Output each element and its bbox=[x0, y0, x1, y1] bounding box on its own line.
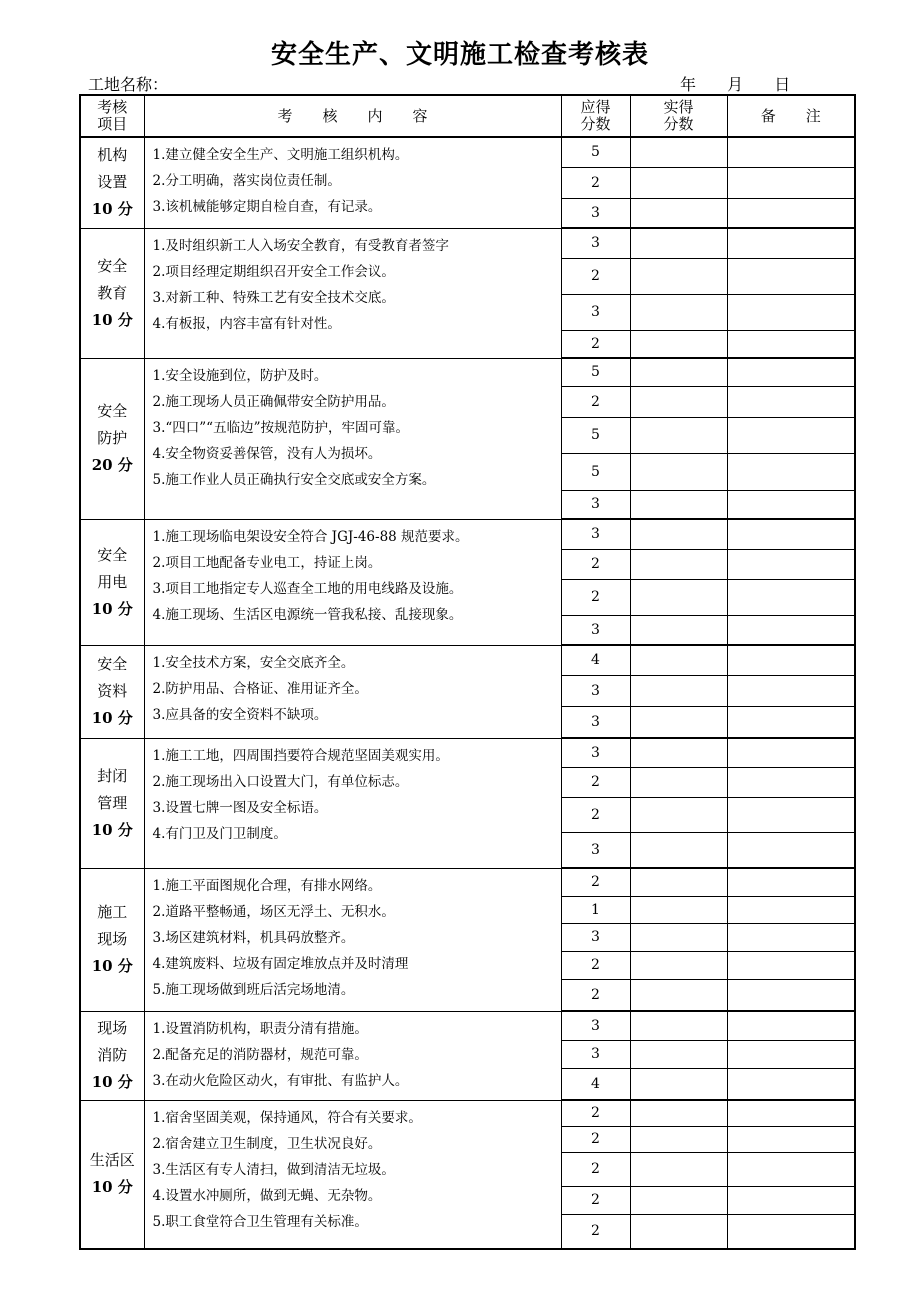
score-due-cell: 3 bbox=[561, 490, 630, 519]
score-actual-cell[interactable] bbox=[630, 417, 727, 453]
content-item: 3.在动火危险区动火，有审批、有监护人。 bbox=[152, 1072, 409, 1089]
header-item bbox=[80, 95, 144, 137]
content-item: 3.生活区有专人清扫，做到清洁无垃圾。 bbox=[152, 1161, 395, 1178]
remark-cell[interactable] bbox=[727, 1011, 855, 1040]
table-row bbox=[80, 358, 855, 386]
category-name: 教育 bbox=[97, 283, 128, 302]
content-item: 4.安全物资妥善保管，没有人为损坏。 bbox=[152, 445, 382, 462]
remark-cell[interactable] bbox=[727, 358, 855, 386]
remark-cell[interactable] bbox=[727, 896, 855, 923]
score-actual-cell[interactable] bbox=[630, 868, 727, 896]
content-item: 3.应具备的安全资料不缺项。 bbox=[152, 706, 328, 723]
remark-cell[interactable] bbox=[727, 767, 855, 797]
score-due-cell: 2 bbox=[561, 1100, 630, 1126]
score-actual-cell[interactable] bbox=[630, 258, 727, 294]
score-actual-cell[interactable] bbox=[630, 1068, 727, 1100]
content-item: 3.对新工种、特殊工艺有安全技术交底。 bbox=[152, 289, 395, 306]
inspection-table bbox=[79, 94, 856, 1250]
category-points: 10 分 bbox=[91, 709, 133, 727]
score-actual-cell[interactable] bbox=[630, 615, 727, 645]
remark-cell[interactable] bbox=[727, 868, 855, 896]
table-row bbox=[80, 738, 855, 767]
score-due-cell: 2 bbox=[561, 979, 630, 1011]
score-due-cell: 2 bbox=[561, 386, 630, 417]
date-month-label: 月 bbox=[727, 75, 744, 94]
remark-cell[interactable] bbox=[727, 1214, 855, 1249]
category-name: 安全 bbox=[97, 402, 128, 420]
category-points: 10 分 bbox=[91, 599, 133, 618]
content-item: 2.项目工地配备专业电工，持证上岗。 bbox=[152, 554, 382, 571]
score-actual-cell[interactable] bbox=[630, 358, 727, 386]
content-cell bbox=[144, 137, 561, 228]
content-cell bbox=[144, 1011, 561, 1100]
remark-cell[interactable] bbox=[727, 549, 855, 579]
content-item: 2.分工明确，落实岗位责任制。 bbox=[152, 173, 341, 189]
score-due-cell: 2 bbox=[561, 1214, 630, 1249]
remark-cell[interactable] bbox=[727, 675, 855, 706]
category-name: 安全 bbox=[97, 256, 128, 275]
score-actual-cell[interactable] bbox=[630, 1011, 727, 1040]
score-actual-cell[interactable] bbox=[630, 767, 727, 797]
category-cell bbox=[80, 1011, 144, 1100]
score-due-cell: 2 bbox=[561, 767, 630, 797]
content-item: 3.项目工地指定专人巡查全工地的用电线路及设施。 bbox=[152, 580, 463, 597]
score-actual-cell[interactable] bbox=[630, 979, 727, 1011]
remark-cell[interactable] bbox=[727, 519, 855, 549]
category-name: 机构 bbox=[97, 146, 128, 165]
content-cell bbox=[144, 738, 561, 868]
content-item: 5.施工现场做到班后活完场地清。 bbox=[152, 981, 355, 998]
header-item-line: 考核 bbox=[97, 98, 128, 116]
score-due-cell: 3 bbox=[561, 1040, 630, 1068]
category-points: 10 分 bbox=[91, 957, 133, 975]
header-score-due bbox=[561, 95, 630, 137]
score-actual-cell[interactable] bbox=[630, 951, 727, 979]
content-item: 1.设置消防机构，职责分清有措施。 bbox=[152, 1020, 368, 1037]
category-cell bbox=[80, 358, 144, 519]
score-actual-cell[interactable] bbox=[630, 519, 727, 549]
remark-cell[interactable] bbox=[727, 1186, 855, 1214]
category-name: 消防 bbox=[97, 1046, 128, 1064]
score-actual-cell[interactable] bbox=[630, 386, 727, 417]
score-actual-cell[interactable] bbox=[630, 198, 727, 228]
content-item: 3.该机械能够定期自检自查，有记录。 bbox=[152, 199, 382, 215]
table-row bbox=[80, 868, 855, 896]
score-due-cell: 3 bbox=[561, 832, 630, 868]
score-actual-cell[interactable] bbox=[630, 1040, 727, 1068]
score-actual-cell[interactable] bbox=[630, 549, 727, 579]
content-item: 1.施工平面图规化合理，有排水网络。 bbox=[152, 877, 382, 894]
content-item: 3.场区建筑材料，机具码放整齐。 bbox=[152, 929, 355, 946]
category-points: 10 分 bbox=[91, 310, 133, 329]
remark-cell[interactable] bbox=[727, 198, 855, 228]
remark-cell[interactable] bbox=[727, 645, 855, 675]
score-actual-cell[interactable] bbox=[630, 675, 727, 706]
remark-cell[interactable] bbox=[727, 706, 855, 738]
header-item-line: 项目 bbox=[97, 115, 128, 133]
score-due-cell: 2 bbox=[561, 797, 630, 832]
site-name-label: 工地名称： bbox=[88, 75, 169, 94]
remark-cell[interactable] bbox=[727, 1152, 855, 1186]
score-due-cell: 3 bbox=[561, 519, 630, 549]
content-item: 1.建立健全安全生产、文明施工组织机构。 bbox=[152, 147, 409, 163]
score-due-cell: 2 bbox=[561, 951, 630, 979]
score-due-cell: 3 bbox=[561, 1011, 630, 1040]
category-name: 用电 bbox=[97, 572, 128, 591]
header-remark: 备 注 bbox=[727, 95, 855, 137]
content-item: 4.施工现场、生活区电源统一管我私接、乱接现象。 bbox=[152, 606, 463, 623]
content-item: 1.安全技术方案，安全交底齐全。 bbox=[152, 654, 355, 671]
category-points: 10 分 bbox=[91, 200, 133, 219]
category-name: 管理 bbox=[97, 793, 128, 812]
category-points: 10 分 bbox=[91, 820, 133, 839]
category-name: 安全 bbox=[97, 655, 128, 673]
score-due-cell: 2 bbox=[561, 868, 630, 896]
category-name: 设置 bbox=[97, 173, 128, 192]
content-item: 1.施工工地，四周围挡要符合规范坚固美观实用。 bbox=[152, 747, 449, 764]
header-content: 考 核 内 容 bbox=[144, 95, 561, 137]
category-cell bbox=[80, 1100, 144, 1249]
score-actual-cell[interactable] bbox=[630, 923, 727, 951]
score-actual-cell[interactable] bbox=[630, 579, 727, 615]
score-due-cell: 5 bbox=[561, 453, 630, 490]
remark-cell[interactable] bbox=[727, 453, 855, 490]
score-actual-cell[interactable] bbox=[630, 896, 727, 923]
category-cell bbox=[80, 519, 144, 645]
category-name: 安全 bbox=[97, 545, 128, 564]
content-item: 5.施工作业人员正确执行安全交底或安全方案。 bbox=[152, 471, 436, 488]
remark-cell[interactable] bbox=[727, 615, 855, 645]
content-item: 4.设置水冲厕所，做到无蝇、无杂物。 bbox=[152, 1187, 382, 1204]
content-item: 2.宿舍建立卫生制度，卫生状况良好。 bbox=[152, 1135, 382, 1152]
content-item: 1.宿舍坚固美观，保持通风，符合有关要求。 bbox=[152, 1109, 422, 1126]
remark-cell[interactable] bbox=[727, 258, 855, 294]
remark-cell[interactable] bbox=[727, 797, 855, 832]
remark-cell[interactable] bbox=[727, 738, 855, 767]
header-score-actual-line: 实得 bbox=[663, 98, 694, 116]
remark-cell[interactable] bbox=[727, 951, 855, 979]
score-actual-cell[interactable] bbox=[630, 1126, 727, 1152]
score-actual-cell[interactable] bbox=[630, 738, 727, 767]
category-name: 生活区 bbox=[89, 1151, 135, 1170]
remark-cell[interactable] bbox=[727, 923, 855, 951]
remark-cell[interactable] bbox=[727, 1126, 855, 1152]
content-item: 2.防护用品、合格证、准用证齐全。 bbox=[152, 680, 368, 697]
score-due-cell: 3 bbox=[561, 294, 630, 330]
score-actual-cell[interactable] bbox=[630, 1214, 727, 1249]
score-due-cell: 3 bbox=[561, 738, 630, 767]
score-due-cell: 5 bbox=[561, 137, 630, 167]
content-item: 2.道路平整畅通，场区无浮土、无积水。 bbox=[152, 903, 395, 920]
content-item: 2.配备充足的消防器材，规范可靠。 bbox=[152, 1046, 368, 1063]
score-due-cell: 5 bbox=[561, 417, 630, 453]
remark-cell[interactable] bbox=[727, 228, 855, 258]
header-score-actual-line: 分数 bbox=[663, 115, 694, 133]
score-actual-cell[interactable] bbox=[630, 797, 727, 832]
remark-cell[interactable] bbox=[727, 137, 855, 167]
content-cell bbox=[144, 358, 561, 519]
remark-cell[interactable] bbox=[727, 417, 855, 453]
content-cell bbox=[144, 645, 561, 738]
category-name: 施工 bbox=[97, 903, 128, 921]
remark-cell[interactable] bbox=[727, 1040, 855, 1068]
content-item: 4.建筑废料、垃圾有固定堆放点并及时清理 bbox=[152, 955, 409, 972]
table-row bbox=[80, 519, 855, 549]
date-labels bbox=[680, 72, 790, 95]
category-name: 资料 bbox=[97, 682, 128, 700]
content-item: 1.安全设施到位，防护及时。 bbox=[152, 367, 328, 384]
score-actual-cell[interactable] bbox=[630, 1100, 727, 1126]
category-points: 10 分 bbox=[91, 1073, 133, 1091]
content-cell bbox=[144, 868, 561, 1011]
content-cell bbox=[144, 1100, 561, 1249]
content-item: 5.职工食堂符合卫生管理有关标准。 bbox=[152, 1213, 368, 1230]
category-cell bbox=[80, 137, 144, 228]
score-due-cell: 2 bbox=[561, 167, 630, 198]
header-score-due-line: 分数 bbox=[580, 115, 611, 133]
date-year-label: 年 bbox=[680, 75, 697, 94]
category-name: 防护 bbox=[97, 429, 128, 447]
table-row bbox=[80, 1100, 855, 1126]
score-due-cell: 2 bbox=[561, 579, 630, 615]
remark-cell[interactable] bbox=[727, 1068, 855, 1100]
score-due-cell: 4 bbox=[561, 1068, 630, 1100]
remark-cell[interactable] bbox=[727, 490, 855, 519]
remark-cell[interactable] bbox=[727, 167, 855, 198]
score-actual-cell[interactable] bbox=[630, 228, 727, 258]
category-name: 封闭 bbox=[97, 766, 128, 785]
content-item: 2.施工现场人员正确佩带安全防护用品。 bbox=[152, 393, 395, 410]
score-actual-cell[interactable] bbox=[630, 832, 727, 868]
table-row bbox=[80, 645, 855, 675]
content-item: 4.有板报，内容丰富有针对性。 bbox=[152, 315, 341, 332]
category-name: 现场 bbox=[97, 930, 128, 948]
score-due-cell: 4 bbox=[561, 645, 630, 675]
page-title: 安全生产、文明施工检查考核表 bbox=[270, 40, 649, 70]
score-actual-cell[interactable] bbox=[630, 645, 727, 675]
score-due-cell: 2 bbox=[561, 549, 630, 579]
category-points: 10 分 bbox=[91, 1178, 133, 1197]
remark-cell[interactable] bbox=[727, 579, 855, 615]
category-points: 20 分 bbox=[91, 456, 133, 474]
table-row bbox=[80, 1011, 855, 1040]
content-cell bbox=[144, 228, 561, 358]
content-item: 4.有门卫及门卫制度。 bbox=[152, 825, 287, 842]
content-cell bbox=[144, 519, 561, 645]
score-due-cell: 3 bbox=[561, 923, 630, 951]
score-due-cell: 2 bbox=[561, 1186, 630, 1214]
category-cell bbox=[80, 868, 144, 1011]
table-row bbox=[80, 228, 855, 258]
remark-cell[interactable] bbox=[727, 1100, 855, 1126]
content-item: 1.及时组织新工人入场安全教育，有受教育者签字 bbox=[152, 237, 449, 254]
content-item: 3.“四口”“五临边”按规范防护，牢固可靠。 bbox=[152, 419, 409, 436]
content-item: 2.项目经理定期组织召开安全工作会议。 bbox=[152, 263, 395, 280]
content-item: 3.设置七牌一图及安全标语。 bbox=[152, 799, 328, 816]
remark-cell[interactable] bbox=[727, 979, 855, 1011]
score-actual-cell[interactable] bbox=[630, 294, 727, 330]
score-actual-cell[interactable] bbox=[630, 490, 727, 519]
score-due-cell: 3 bbox=[561, 615, 630, 645]
score-due-cell: 3 bbox=[561, 228, 630, 258]
score-actual-cell[interactable] bbox=[630, 1186, 727, 1214]
score-due-cell: 3 bbox=[561, 198, 630, 228]
score-due-cell: 2 bbox=[561, 1152, 630, 1186]
content-item: 1.施工现场临电架设安全符合 JGJ-46-88 规范要求。 bbox=[152, 528, 469, 545]
score-actual-cell[interactable] bbox=[630, 1152, 727, 1186]
score-due-cell: 3 bbox=[561, 675, 630, 706]
header-score-actual bbox=[630, 95, 727, 137]
score-due-cell: 5 bbox=[561, 358, 630, 386]
remark-cell[interactable] bbox=[727, 386, 855, 417]
category-name: 现场 bbox=[97, 1019, 128, 1037]
table-body bbox=[80, 137, 855, 1249]
remark-cell[interactable] bbox=[727, 832, 855, 868]
category-cell bbox=[80, 645, 144, 738]
score-actual-cell[interactable] bbox=[630, 167, 727, 198]
score-due-cell: 1 bbox=[561, 896, 630, 923]
header-row bbox=[80, 95, 855, 137]
table-row bbox=[80, 137, 855, 167]
score-due-cell: 2 bbox=[561, 258, 630, 294]
score-actual-cell[interactable] bbox=[630, 330, 727, 358]
score-due-cell: 3 bbox=[561, 706, 630, 738]
header-score-due-line: 应得 bbox=[580, 98, 611, 116]
score-due-cell: 2 bbox=[561, 1126, 630, 1152]
content-item: 2.施工现场出入口设置大门，有单位标志。 bbox=[152, 773, 409, 790]
score-actual-cell[interactable] bbox=[630, 706, 727, 738]
score-actual-cell[interactable] bbox=[630, 137, 727, 167]
remark-cell[interactable] bbox=[727, 330, 855, 358]
score-due-cell: 2 bbox=[561, 330, 630, 358]
date-day-label: 日 bbox=[774, 75, 791, 94]
remark-cell[interactable] bbox=[727, 294, 855, 330]
category-cell bbox=[80, 228, 144, 358]
score-actual-cell[interactable] bbox=[630, 453, 727, 490]
category-cell bbox=[80, 738, 144, 868]
